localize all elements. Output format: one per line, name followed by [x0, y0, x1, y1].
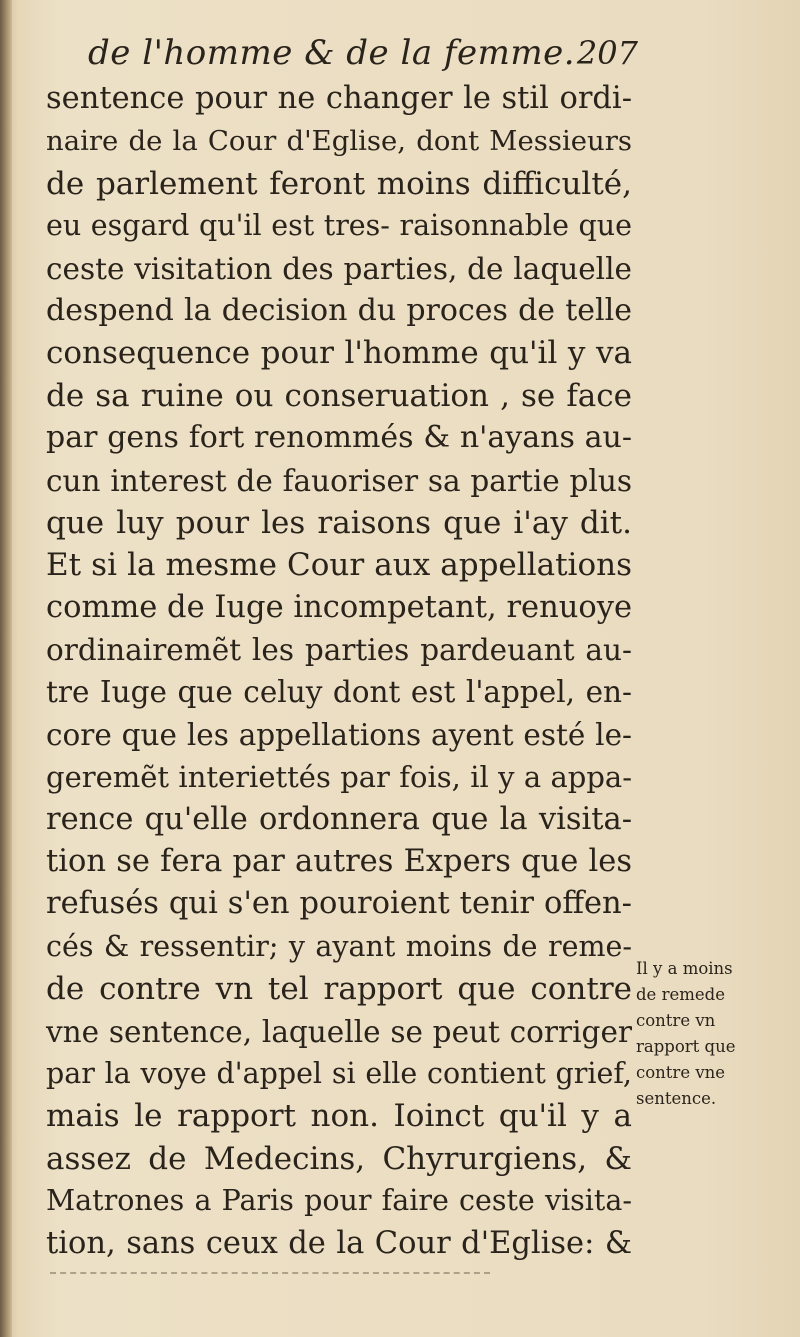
text-line: core que les appellations ayent esté le-	[46, 717, 632, 752]
text-line: de sa ruine ou conseruation , se face	[46, 377, 632, 414]
text-line: de parlement feront moins difficulté,	[46, 165, 632, 202]
text-line: eu esgard qu'il est tres- raisonnable que	[46, 209, 632, 243]
text-line: par la voye d'appel si elle contient grief,	[46, 1056, 632, 1090]
text-line: Matrones a Paris pour faire ceste visita-	[46, 1184, 632, 1218]
text-line: ordinairemẽt les parties pardeuant au-	[46, 633, 632, 668]
text-line: par gens fort renommés & n'ayans au-	[46, 420, 632, 456]
text-line: cés & ressentir; y ayant moins de reme-	[46, 929, 632, 963]
text-line: de contre vn tel rapport que contre	[46, 971, 632, 1008]
text-line: rence qu'elle ordonnera que la visita-	[46, 801, 632, 837]
page-gutter	[0, 0, 12, 1337]
text-line: vne sentence, laquelle se peut corriger	[46, 1014, 632, 1049]
margin-note-line: Il y a moins	[636, 959, 733, 978]
body-text	[46, 78, 632, 1265]
text-line: refusés qui s'en pouroient tenir offen-	[46, 886, 632, 922]
text-line: que luy pour les raisons que i'ay dit.	[46, 504, 632, 541]
text-line: ceste visitation des parties, de laquelle	[46, 251, 632, 286]
text-line: mais le rapport non. Ioinct qu'il y a	[46, 1098, 632, 1135]
text-line: tion se fera par autres Expers que les	[46, 844, 632, 880]
margin-note-line: contre vn	[636, 1011, 716, 1030]
margin-note	[636, 956, 770, 1112]
margin-note-line: de remede	[636, 985, 725, 1004]
text-line: comme de Iuge incompetant, renuoye	[46, 589, 632, 625]
page-header	[88, 28, 648, 78]
text-line: tre Iuge que celuy dont est l'appel, en-	[46, 675, 632, 710]
running-title: de l'homme & de la femme.	[88, 33, 576, 73]
margin-note-line: sentence.	[636, 1089, 717, 1108]
text-line: cun interest de fauoriser sa partie plus	[46, 463, 632, 498]
text-line: despend la decision du proces de telle	[46, 292, 632, 328]
text-line: Et si la mesme Cour aux appellations	[46, 547, 632, 584]
bottom-rule	[50, 1272, 490, 1274]
text-line: tion, sans ceux de la Cour d'Eglise: &	[46, 1225, 632, 1261]
text-line: assez de Medecins, Chyrurgiens, &	[46, 1140, 632, 1177]
margin-note-line: rapport que	[636, 1037, 736, 1056]
text-line: consequence pour l'homme qu'il y va	[46, 335, 632, 372]
text-line: naire de la Cour d'Eglise, dont Messieurs	[46, 125, 632, 158]
text-line: geremẽt interiettés par fois, il y a appa-	[46, 760, 632, 795]
page-number: 207	[576, 34, 638, 72]
margin-note-line: contre vne	[636, 1063, 726, 1082]
text-line: sentence pour ne changer le stil ordi-	[46, 81, 632, 116]
